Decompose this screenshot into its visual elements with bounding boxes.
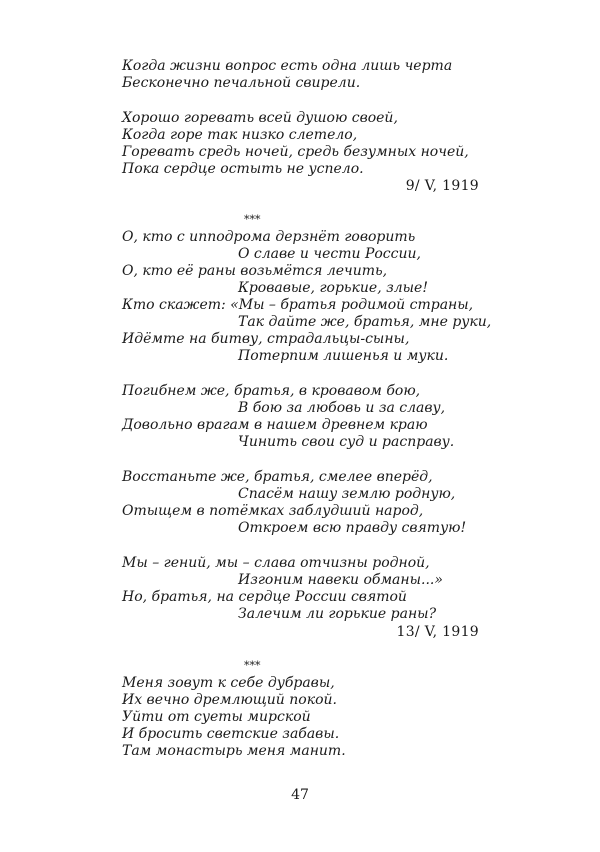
poem-line: Когда жизни вопрос есть одна лишь черта — [122, 58, 453, 74]
poem-line: Изгоним навеки обманы...» — [238, 572, 443, 588]
section-separator: *** — [244, 213, 261, 226]
poem-line: Хорошо горевать всей душою своей, — [122, 110, 398, 126]
poem-line: Чинить свои суд и расправу. — [238, 434, 455, 450]
poem-line: Спасём нашу землю родную, — [238, 486, 456, 502]
poem-line: Но, братья, на сердце России святой — [122, 589, 407, 605]
poem-line: Кто скажет: «Мы – братья родимой страны, — [122, 297, 474, 313]
poem-line: Мы – гений, мы – слава отчизны родной, — [122, 555, 430, 571]
poem-line: Залечим ли горькие раны? — [238, 606, 437, 622]
poem-line: Когда горе так низко слетело, — [122, 127, 358, 143]
poem-line: Восстаньте же, братья, смелее вперёд, — [122, 469, 433, 485]
poem-line: Уйти от суеты мирской — [122, 709, 311, 725]
poem-line: Довольно врагам в нашем древнем краю — [122, 417, 428, 433]
poem-line: Отыщем в потёмках заблудший народ, — [122, 503, 424, 519]
poem-date: 9/ V, 1919 — [405, 178, 479, 194]
poem-line: Погибнем же, братья, в кровавом бою, — [122, 383, 421, 399]
poem-line: Откроем всю правду святую! — [238, 520, 467, 536]
poem-line: О, кто её раны возьмётся лечить, — [122, 263, 388, 279]
poem-line: О славе и чести России, — [238, 246, 421, 262]
poem-line: Меня зовут к себе дубравы, — [122, 675, 335, 691]
poem-date: 13/ V, 1919 — [396, 624, 479, 640]
page-number: 47 — [291, 787, 309, 803]
poem-line: Горевать средь ночей, средь безумных ночей, — [122, 144, 469, 160]
poem-line: Кровавые, горькие, злые! — [238, 280, 428, 296]
section-separator: *** — [244, 659, 261, 672]
poem-line: И бросить светские забавы. — [122, 726, 340, 742]
poem-line: Потерпим лишенья и муки. — [238, 348, 449, 364]
poem-line: Их вечно дремлющий покой. — [122, 692, 337, 708]
poem-line: Так дайте же, братья, мне руки, — [238, 314, 492, 330]
poem-line: О, кто с ипподрома дерзнёт говорить — [122, 229, 416, 245]
poem-line: Идёмте на битву, страдальцы-сыны, — [122, 331, 410, 347]
poem-line: Там монастырь меня манит. — [122, 743, 346, 759]
poem-line: В бою за любовь и за славу, — [238, 400, 446, 416]
poem-line: Бесконечно печальной свирели. — [122, 75, 361, 91]
poem-line: Пока сердце остыть не успело. — [122, 161, 364, 177]
